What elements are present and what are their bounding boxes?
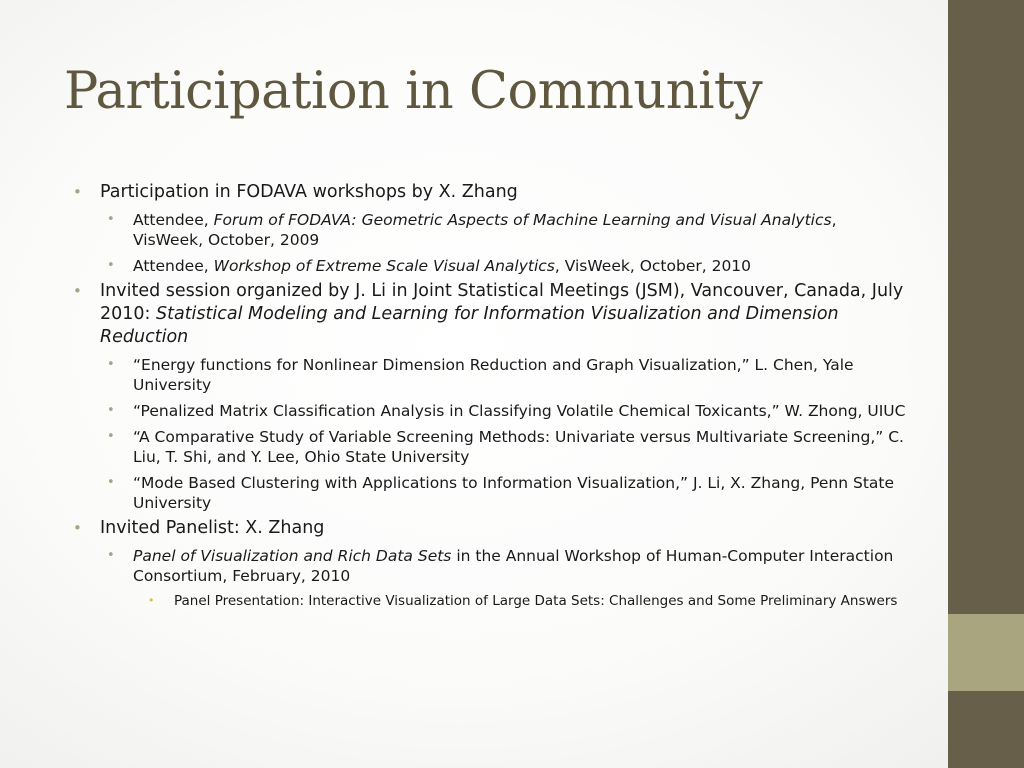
sub-bullet-attendee-workshop: [72, 256, 910, 276]
sub-bullet-talk-chen: [72, 355, 910, 395]
bullet-marker: •: [148, 594, 155, 607]
bullet-session-title: Statistical Modeling and Learning for Information Visualization and Dimension Reduction: [100, 304, 839, 347]
bullet-marker: •: [107, 212, 115, 227]
sub-bullet-talk-zhong: [72, 401, 910, 421]
sub-bullet-panel-title: Panel of Visualization and Rich Data Sets: [133, 547, 452, 565]
sub-bullet-event-title: Forum of FODAVA: Geometric Aspects of Machine Learning and Visual Analytics: [213, 211, 832, 229]
bullet-marker: •: [107, 258, 115, 273]
sub-bullet-text: “A Comparative Study of Variable Screening Methods: Univariate versus Multivariate Screening,” C. Liu, T. Shi, and Y. Lee, Ohio State University: [133, 428, 904, 466]
bullet-marker: •: [107, 357, 115, 372]
bullet-marker: •: [73, 183, 82, 201]
bullet-fodava-workshops: [72, 181, 910, 204]
sub-bullet-attendee-forum: [72, 210, 910, 250]
bullet-marker: •: [107, 403, 115, 418]
bullet-marker: •: [107, 429, 115, 444]
sub-bullet-suffix: , VisWeek, October, 2010: [554, 257, 752, 275]
sub-bullet-text: “Penalized Matrix Classification Analysis in Classifying Volatile Chemical Toxicants,” W. Zhong, UIUC: [133, 402, 906, 420]
sub-bullet-prefix: Attendee,: [133, 257, 214, 275]
sub-bullet-text: “Mode Based Clustering with Applications to Information Visualization,” J. Li, X. Zhang, Penn State University: [133, 474, 895, 512]
sub-bullet-text: “Energy functions for Nonlinear Dimension Reduction and Graph Visualization,” L. Chen, Yale University: [133, 356, 854, 394]
bullet-text: Participation in FODAVA workshops by X. Zhang: [100, 182, 518, 202]
bullet-marker: •: [73, 282, 82, 300]
slide-title: Participation in Community: [64, 62, 763, 121]
sub-sub-bullet-panel-presentation: [72, 592, 910, 610]
bullet-marker: •: [107, 548, 115, 563]
sub-bullet-talk-liu: [72, 427, 910, 467]
bullet-invited-panelist: [72, 517, 910, 540]
slide-body: [72, 181, 910, 610]
sub-bullet-event-title: Workshop of Extreme Scale Visual Analytics: [213, 257, 555, 275]
sub-bullet-prefix: Attendee,: [133, 211, 214, 229]
bullet-marker: •: [73, 519, 82, 537]
sub-bullet-talk-li: [72, 473, 910, 513]
bullet-text: Invited Panelist: X. Zhang: [100, 518, 325, 538]
sub-sub-bullet-text: Panel Presentation: Interactive Visualization of Large Data Sets: Challenges and Some Preliminary Answers: [174, 593, 898, 609]
sub-bullet-suffix: in the Annual Workshop of Human-Computer Interaction Consortium, February, 2010: [133, 547, 894, 585]
side-accent-block: [948, 614, 1024, 691]
sub-bullet-suffix: , VisWeek, October, 2009: [133, 211, 837, 249]
bullet-invited-session: [72, 280, 910, 349]
sub-bullet-panel: [72, 546, 910, 586]
bullet-marker: •: [107, 475, 115, 490]
bullet-text: Invited session organized by J. Li in Joint Statistical Meetings (JSM), Vancouver, Canada, July 2010:: [100, 281, 904, 324]
